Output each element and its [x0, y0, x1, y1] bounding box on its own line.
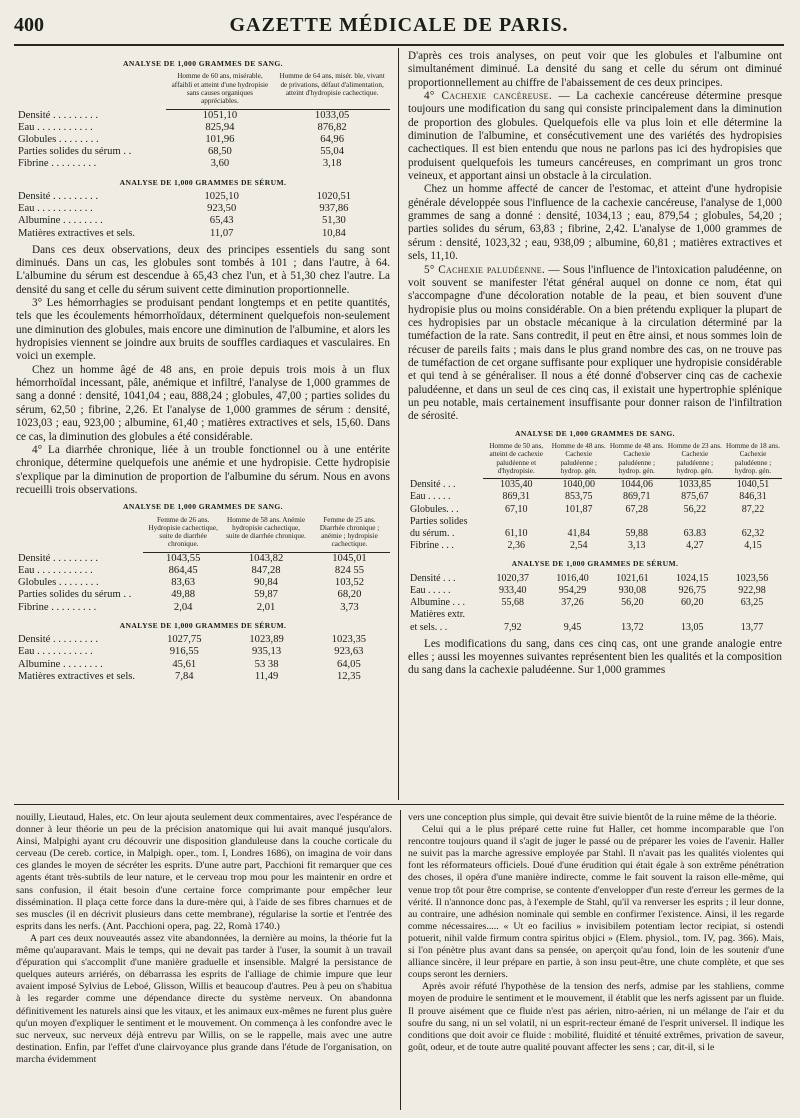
section-heading: 4° Cachexie cancéreuse. — [424, 90, 552, 103]
section-rule — [14, 804, 784, 805]
column-header: Homme de 18 ans. Cachexie paludéenne ; hydrop. gén. — [724, 442, 782, 479]
table-row: Eau . . . . . . . . . . . 825,94 876,82 — [18, 121, 347, 133]
header-rule — [14, 44, 784, 46]
table-blood-analysis-paludism — [408, 427, 782, 634]
table-row: Densité . . . 1035,40 1040,00 1044,06 1033,85 1040,51 — [410, 479, 770, 491]
column-header: Femme de 25 ans. Diarrhée chronique ; anémie ; hydropisie cachectique. — [309, 516, 390, 553]
paragraph: Chez un homme affecté de cancer de l'estomac, et atteint d'une hydropisie générale développée sous l'influence de la cachexie cancéreuse, l'analyse de 1,000 grammes de sang a donné : densité, 1034,13 ; eau, 879,54 ; globules, 54,20 ; parties solides du sérum, 63,83 ; fibrine, 2,42. L'analyse de 1,000 grammes de sérum : densité, 1023,32 ; eau, 938,09 ; albumine, 60,81 ; matières extractives et sels, 11,10. — [408, 183, 782, 263]
paragraph: Celui qui a le plus préparé cette ruine fut Haller, cet homme incomparable que l'on rencontre toujours quand il s'agit de juger le passé ou de préparer les voies de l'avenir. Haller ne suivit pas la marche agressive employée par Stahl. Il n'avait pas les qualités violentes qui font les réformateurs officiels. Doué d'une érudition qui était égale à son extrême pénétration des choses, il opéra d'une manière indirecte, comme le fait souvent la raison elle-même, qui venue trop tôt pour être comprise, se contente d'envelopper d'un reste d'erreur les germes de la vérité. Il n'annonce donc pas, à l'exemple de Stahl, qu'il va renverser les esprits ; il leur donne, au contraire, une adhésion nominale qui semble en confirmer l'existence. Ainsi, il les regarde comme nécessaires..... « Ut eo facilius » invisibilem potentiam lector recipiat, si ostendi potuerit, nihil valde firmum contra spiritus objici » (Elem. physiol., tom. IV, pag. 366). Mais, si l'on pénètre plus avant dans sa pensée, on aperçoit qu'au fond, loin de les soutenir d'une alliance sincère, il leur prépare en partie, à son insu peut-être, une chute complète, et que ses coups seront les derniers. — [408, 824, 784, 981]
paragraph: 4° La diarrhée chronique, liée à un trouble fonctionnel ou à une entérite chronique, détermine quelquefois une anémie et une hydropisie. Cette hydropisie s'explique par la diminution de proportion de l'albumine du sérum. Nous en avons recueilli trois observations. — [16, 443, 390, 496]
table-blood-analysis-diarrhea — [16, 500, 390, 683]
left-column — [16, 54, 390, 687]
column-header: Homme de 48 ans. Cachexie paludéenne ; hydrop. gén. — [608, 442, 666, 479]
table-row: Densité . . . 1020,37 1016,40 1021,61 1024,15 1023,56 — [410, 572, 769, 584]
table-row: Albumine . . . 55,68 37,26 56,20 60,20 63,25 — [410, 597, 764, 609]
journal-title: GAZETTE MÉDICALE DE PARIS. — [229, 14, 569, 36]
paragraph: 5° Cachexie paludéenne. — Sous l'influence de l'intoxication paludéenne, on voit souvent se manifester l'état général auquel on donne ce nom, état qui s'accompagne d'une décoloration notable de la peau, et bien souvent d'une hydropisie plus ou moins considérable. On a bien prétendu expliquer la plupart de ces hydropisies par un obstacle mécanique à la circulation déterminé par la tuméfaction de la rate. Sans contredit, il peut en être ainsi, et nous sommes loin de récuser de pareils faits ; mais dans le plus grand nombre des cas, on ne trouve pas de tuméfaction de cet organe suffisante pour expliquer une hydropisie considérable et qui tend à se généraliser. Il nous a été donné d'observer cinq cas de cachexie paludéenne, et dans un seul de ces cinq cas, il existait une hypertrophie splénique un peu notable, mais certainement insuffisante pour donner raison de l'infiltration de sérosité. — [408, 263, 783, 423]
column-header: Homme de 50 ans, atteint de cachexie paludéenne et d'hydropisie. — [483, 442, 550, 479]
table-row: Globules . . . . . . . . 101,96 64,96 — [18, 133, 345, 145]
paragraph: Après avoir réfuté l'hypothèse de la tension des nerfs, admise par les stahliens, comme moyen de produire le sentiment et le mouvement, il établit que les nerfs agissent par un fluide. Il prouve aisément que ce fluide n'est pas aérien, nitro-aérien, ni un mélange de l'air et du soufre du sang, ni un sel volatil, ni un esprit-recteur émané de l'esprit universel. Il indique les conditions que doit avoir ce fluide : mobilité, fluidité et ténuité extrêmes, privation de saveur, goût, odeur, et de toute autre qualité pouvant affecter les sens ; car, dit-il, si le — [408, 981, 784, 1053]
table-row: Densité . . . . . . . . . 1025,10 1020,51 — [18, 190, 352, 202]
paragraph: D'après ces trois analyses, on peut voir que les globules et l'albumine ont simultanément diminué. La densité du sang et celle du sérum ont diminué proportionnellement au chiffre de l'abaissement de ces deux principes. — [408, 50, 782, 89]
table-row: Parties solides du sérum . . 68,50 55,04 — [18, 146, 345, 158]
paragraph: nouilly, Lieutaud, Hales, etc. On leur ajouta seulement deux commentaires, avec l'espérance de donner à leur théorie un peu de la précision anatomique qui lui avait manqué jusqu'alors. Ainsi, Malpighi ayant cru découvrir une disposition glanduleuse dans la couche corticale du cerveau (De cereb. cortice, in Malpigh. oper., tom. I, Londres 1686), on imagina de voir dans ces glandes le moyen de sécréter les esprits. D'une autre part, Pacchioni fit remarquer que ces agents étant très-subtils de leur nature, et le cerveau trop mou pour les maintenir en ordre et sans confusion, il était besoin d'une certaine force comprimante pour empêcher leur dissémination. Il plaça cette force dans la dure-mère qui, à l'aide de ses fibres charnues et de ses muscles (il en décrivit plusieurs dans cette membrane), régularise la sortie et l'entrée des esprits dans les nerfs. (Ant. Pacchioni opera, pag. 22, Romà 1740.) — [16, 812, 392, 932]
section-heading: 5° Cachexie paludéenne. — [424, 263, 546, 276]
table-row: Albumine . . . . . . . . 65,43 51,30 — [18, 215, 346, 227]
table-row: Eau . . . . . . . . . . . 916,55 935,13 923,63 — [18, 646, 364, 658]
column-header: Homme de 64 ans, misér. ble, vivant de privations, défaut d'alimentation, atteint d'hydropisie cachectique. — [274, 72, 390, 109]
table-row: Albumine . . . . . . . . 45,61 53 38 64,05 — [18, 658, 361, 670]
table-row: Densité . . . . . . . . . 1027,75 1023,89 1023,35 — [18, 634, 367, 646]
table-row: Parties solides du sérum . . 49,88 59,87 68,20 — [18, 589, 362, 601]
paragraph: vers une conception plus simple, qui devait être suivie bientôt de la ruine même de la théorie. — [408, 812, 777, 823]
table-row: Eau . . . . . 933,40 954,29 930,08 926,75 922,98 — [410, 584, 766, 596]
table-row: Parties solides — [410, 515, 468, 527]
table-row: Fibrine . . . . . . . . . 2,04 2,01 3,73 — [18, 601, 359, 613]
table-caption: ANALYSE DE 1,000 GRAMMES DE SÉRUM. — [511, 559, 679, 569]
table-caption: ANALYSE DE 1,000 GRAMMES DE SÉRUM. — [119, 177, 287, 187]
column-header: Femme de 26 ans. Hydropisie cachectique, suite de diarrhée chronique. — [143, 516, 223, 553]
table-row: Globules . . . . . . . . 83,63 90,84 103,52 — [18, 577, 365, 589]
column-header: Homme de 48 ans. Cachexie paludéenne ; hydrop. gén. — [550, 442, 608, 479]
page-header — [14, 8, 784, 42]
table-blood-analysis-1 — [16, 57, 390, 240]
table-row: Matières extractives et sels. 7,84 11,49 12,35 — [18, 670, 361, 682]
table-caption: ANALYSE DE 1,000 GRAMMES DE SANG. — [123, 59, 283, 68]
column-header: Homme de 58 ans. Anémie hydropisie cachectique, suite de diarrhée chronique. — [223, 516, 309, 553]
footer-left-column — [16, 812, 392, 1066]
table-caption: ANALYSE DE 1,000 GRAMMES DE SANG. — [515, 428, 675, 438]
table-row: Densité . . . . . . . . . 1051,10 1033,05 — [18, 109, 350, 121]
table-row: Matières extr. — [410, 609, 465, 621]
table-row: Fibrine . . . 2,36 2,54 3,13 4,27 4,15 — [410, 540, 762, 552]
table-row: Matières extractives et sels. 11,07 10,84 — [18, 227, 346, 239]
paragraph: 4° Cachexie cancéreuse. — La cachexie cancéreuse détermine presque toujours une modification du sang qui consiste principalement dans la diminution de proportion des globules. Quelquefois elle va plus loin et elle détermine la diminution de l'albumine, et consécutivement une des variétés des hydropisies cachectiques. Il est bien entendu que nous ne parlons pas ici des hydropisies que produisent quelquefois les tumeurs cancéreuses, en comprimant un gros tronc veineux, et apportant ainsi un obstacle à la circulation. — [408, 90, 782, 183]
table-row: Eau . . . . . . . . . . . 923,50 937,86 — [18, 203, 349, 215]
paragraph: A part ces deux nouveautés assez vite abandonnées, la dernière au moins, la théorie fut la même qu'auparavant. Mais le temps, qui ne devait pas tarder à l'user, la soumit à un travail d'épuration qui s'accomplit d'une manière graduelle et insensible. Malgré la persistance de quelques auteurs arriérés, on débarrassa les esprits de l'alliage de chimie impure que leur avaient imposé Sylvius de Leboé, Glisson, Willis et beaucoup d'autres. Peu à peu on s'habitua à les regarder comme une dépendance directe du système nerveux. On abandonna définitivement les naturels ainsi que les vitaux, et les animaux eux-mêmes ne furent plus guère qu'un moyen d'expliquer le sentiment et le mouvement. On commença à les confondre avec le suc nerveux, suc nerveux déjà entrevu par Willis, on se le rappelle, mais avec une autre destination. Enfin, par l'effet d'une clairvoyance plus grande dans l'étude de l'organisation, on marcha évidemment — [16, 932, 392, 1065]
table-row: Globules. . . 67,10 101,87 67,28 56,22 87,22 — [410, 503, 765, 515]
page-number: 400 — [14, 14, 44, 36]
table-caption: ANALYSE DE 1,000 GRAMMES DE SANG. — [123, 502, 283, 512]
table-row: et sels. . . 7,92 9,45 13,72 13,05 13,77 — [410, 621, 764, 633]
column-divider — [398, 48, 399, 800]
paragraph: Chez un homme âgé de 48 ans, en proie depuis trois mois à un flux hémorrhoïdal incessant, pâle, anémique et infiltré, l'analyse de 1,000 grammes de sang a donné : densité, 1041,04 ; eau, 888,24 ; globules, 47,00 ; parties solides du sérum, 62,50 ; fibrine, 2,26. Et l'analyse de 1,000 grammes de sérum : densité, 1023,03 ; eau, 923,00 ; albumine, 61,40 ; matières extractives et sels, 15,60. Dans ce cas, la diminution des globules a été considérable. — [16, 363, 390, 443]
paragraph: 3° Les hémorrhagies se produisant pendant longtemps et en petite quantités, tels que les écoulements hémorrhoïdaux, déterminent quelquefois non-seulement une diminution des globules, mais encore une diminution de l'albumine, et alors les hydropisies viennent se joindre aux bruits de souffles cardiaques et vasculaires. En voici un exemple. — [16, 297, 390, 363]
paragraph: Les modifications du sang, dans ces cinq cas, ont une grande analogie entre elles ; aussi les moyennes suivantes représentent bien les qualités et la composition du sang dans la cachexie paludéenne. Sur 1,000 grammes — [408, 637, 782, 677]
paragraph: Dans ces deux observations, deux des principes essentiels du sang sont diminués. Dans un cas, les globules sont tombés à 101 ; dans l'autre, à 64. L'albumine du sérum est descendue à 65,43 chez l'un, et à 51,30 chez l'autre. La densité du sang et celle du sérum suivent cette diminution proportionnelle. — [16, 243, 390, 296]
footer-column-divider — [400, 810, 401, 1110]
footer-right-column — [408, 812, 784, 1054]
table-caption: ANALYSE DE 1,000 GRAMMES DE SÉRUM. — [119, 620, 287, 630]
right-column — [408, 50, 782, 678]
table-row: Fibrine . . . . . . . . . 3,60 3,18 — [18, 158, 342, 170]
table-row: Eau . . . . . . . . . . . 864,45 847,28 824 55 — [18, 564, 365, 576]
column-header: Homme de 60 ans, misérable, affaibli et atteint d'une hydropisie sans causes organiques appréciables. — [166, 72, 275, 109]
table-row: Eau . . . . . 869,31 853,75 869,71 875,67 846,31 — [410, 491, 767, 503]
table-row: Densité . . . . . . . . . 1043,55 1043,82 1045,01 — [18, 552, 367, 564]
table-row: du sérum. . 61,10 41,84 59,88 63.83 62,32 — [410, 527, 765, 539]
column-header: Homme de 23 ans. Cachexie paludéenne ; hydrop. gén. — [666, 442, 724, 479]
